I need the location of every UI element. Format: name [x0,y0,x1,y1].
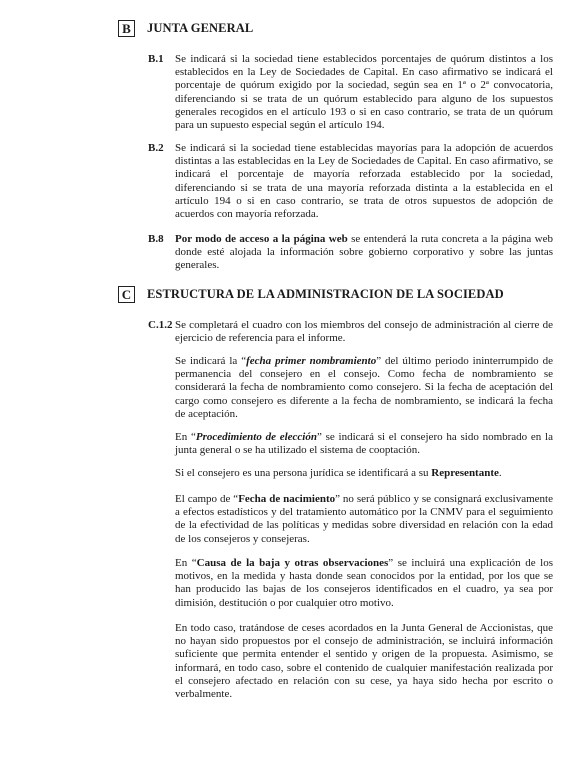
item-b1 [148,53,553,132]
p4-body: ” no será público y se consignará exclusivamente a efectos estadísticos y del tratamiento automático por la CNMV para el seguimiento de la efectividad de las políticas y medidas sobre diversidad en relación con la edad de los consejeros y consejeras. [175,493,553,545]
item-b8-bold-lead: Por modo de acceso a la página web [175,233,348,245]
p1-lead: Se indicará la “ [175,355,247,367]
item-b2 [148,142,553,221]
paragraph-fecha-primer-nombramiento [175,355,553,421]
p5-emphasis: Causa de la baja y otras observaciones [196,557,389,569]
p2-lead: En “ [175,431,196,443]
p4-lead: El campo de “ [175,493,239,505]
item-b2-code: B.2 [148,142,164,154]
item-b1-code: B.1 [148,53,164,65]
section-b-letter-box: B [118,20,135,37]
item-c12 [148,319,553,345]
item-b8-code: B.8 [148,233,164,245]
paragraph-ceses: En todo caso, tratándose de ceses acordados en la Junta General de Accionistas, que no hayan sido propuestos por el consejo de administración, se incluirá información suficiente que permita entender el sentido y origen de la propuesta. Asimismo, se informará, en todo caso, sobre el contenido de cualquier manifestación realizada por el consejero afectado en relación con su cese, ya haya sido hecha por escrito o verbalmente. [175,622,553,701]
paragraph-fecha-nacimiento [175,493,553,546]
p3-lead: Si el consejero es una persona jurídica se identificará a su [175,467,432,479]
item-b8-body: se entenderá la ruta concreta a la página web donde esté alojada la información sobre gobierno corporativo y sobre las juntas generales. [175,233,553,272]
p2-emphasis: Procedimiento de elección [195,431,317,443]
item-b8-text [175,233,553,273]
p3-body: . [498,467,502,479]
item-c12-text: Se completará el cuadro con los miembros del consejo de administración al cierre de ejercicio de referencia para el informe. [175,319,553,345]
paragraph-procedimiento-eleccion [175,431,553,457]
p5-lead: En “ [175,557,197,569]
p2-body: ” se indicará si el consejero ha sido nombrado en la junta general o se ha utilizado el sistema de cooptación. [175,431,553,457]
section-c-title: ESTRUCTURA DE LA ADMINISTRACION DE LA SOCIEDAD [147,287,504,301]
section-c-heading [118,286,504,303]
p1-body: ” del último periodo ininterrumpido de permanencia del consejero en el consejo. Como fecha de nombramiento se considerará la fecha de nombramiento como consejero. Si la fecha de aceptación del cargo como consejero es diferente a la fecha de nombramiento, se indicará la fecha de aceptación. [175,355,553,420]
item-b8 [148,233,553,273]
item-b1-text: Se indicará si la sociedad tiene establecidos porcentajes de quórum distintos a los establecidos en la Ley de Sociedades de Capital. En caso afirmativo se indicará el porcentaje de quórum exigido por la sociedad, según sea en 1ª o 2ª convocatoria, diferenciando si se trata de un quórum establecido para alguno de los supuestos generales recogidos en el artículo 193 o si en caso contrario, se trata de un quórum para un supuesto especial según el artículo 194. [175,53,553,132]
p4-emphasis: Fecha de nacimiento [238,493,336,505]
section-b-heading [118,20,253,37]
p5-body: ” se incluirá una explicación de los motivos, en la medida y hasta donde sean conocidos por la entidad, por los que se han producido las bajas de los consejeros identificados en el cuadro, ya sea por dimisión, destitución o por cualquier otro motivo. [175,557,553,609]
paragraph-representante [175,467,553,480]
section-c-letter-box: C [118,286,135,303]
p3-emphasis: Representante [431,467,499,479]
section-b-title: JUNTA GENERAL [147,21,254,35]
paragraph-causa-baja [175,557,553,610]
item-c12-code: C.1.2 [148,319,173,331]
item-b2-text: Se indicará si la sociedad tiene establecidas mayorías para la adopción de acuerdos distintas a las establecidas en la Ley de Sociedades de Capital. En caso afirmativo, se indicará el porcentaje de mayoría reforzada establecido por la sociedad, diferenciando si se trata de una mayoría reforzada distinta a la establecida en el artículo 194 o si en caso contrario, se trata de otros supuestos de adopción de acuerdos con mayoría reforzada. [175,142,553,221]
p1-emphasis: fecha primer nombramiento [246,355,377,367]
